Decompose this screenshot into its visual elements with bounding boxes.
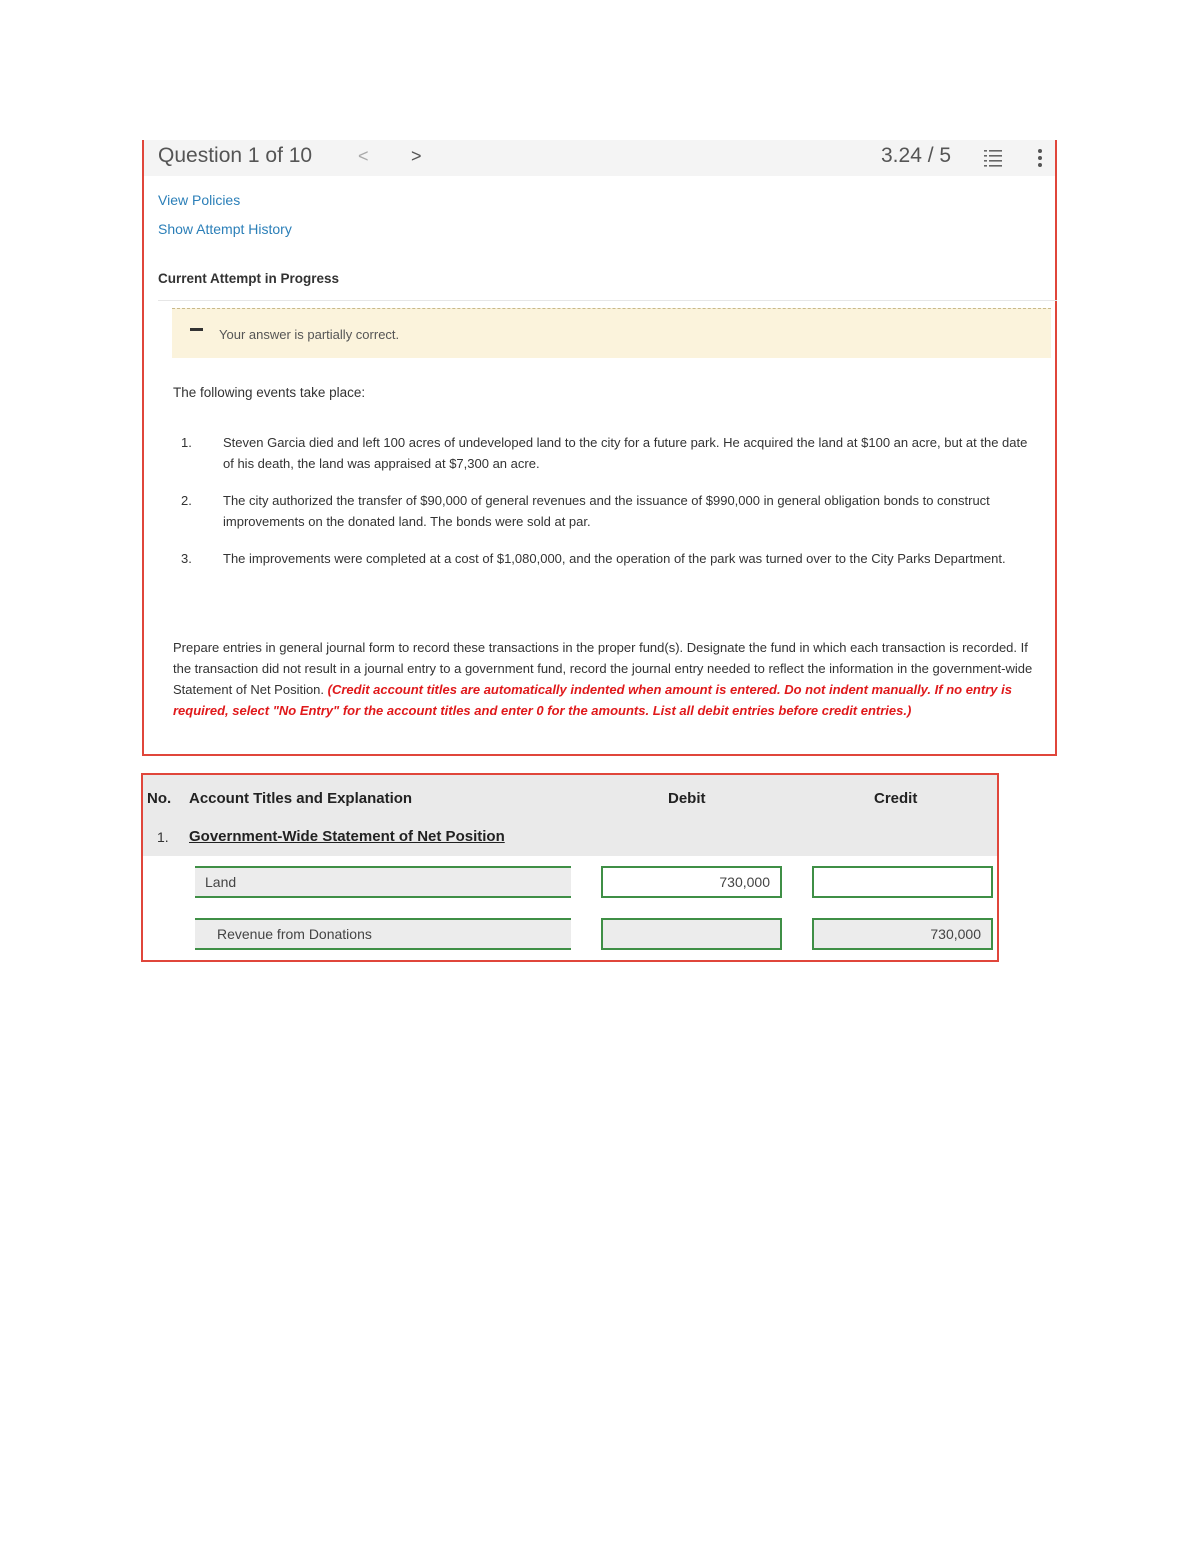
- list-item: [173, 490, 1033, 532]
- event-number: 3.: [181, 551, 192, 566]
- show-attempt-history-link[interactable]: Show Attempt History: [158, 221, 292, 237]
- feedback-text: Your answer is partially correct.: [219, 327, 400, 342]
- more-vertical-icon[interactable]: [1036, 148, 1044, 168]
- fund-title: Government-Wide Statement of Net Position: [189, 828, 505, 845]
- debit-input[interactable]: [601, 918, 782, 950]
- instructions-main: Prepare entries in general journal form to record these transactions in the proper fund(s). Designate the fund in which each transaction is recorded. If the transaction did not result in a journal entry to a government fund, record the journal entry needed to reflect the information in the government-wide Statement of Net Position.: [173, 640, 1033, 697]
- list-item: [173, 548, 1033, 569]
- credit-input[interactable]: 730,000: [812, 918, 993, 950]
- instructions-note: (Credit account titles are automatically indented when amount is entered. Do not indent manually. If no entry is required, select "No Entry" for the account titles and enter 0 for the amounts. List all debit entries before credit entries.): [173, 682, 1012, 718]
- score: 3.24 / 5: [881, 144, 952, 167]
- event-text: The city authorized the transfer of $90,000 of general revenues and the issuance of $990,000 in general obligation bonds to construct improvements on the donated land. The bonds were sold at par.: [223, 493, 990, 529]
- previous-question-button[interactable]: <: [358, 146, 369, 166]
- instructions: [173, 637, 1049, 721]
- credit-input[interactable]: [812, 866, 993, 898]
- feedback-banner: [172, 308, 1051, 358]
- column-header-credit: Credit: [874, 790, 918, 807]
- debit-input[interactable]: 730,000: [601, 866, 782, 898]
- intro-text: The following events take place:: [173, 385, 366, 400]
- attempt-status: Current Attempt in Progress: [158, 271, 340, 286]
- divider: [158, 300, 1057, 301]
- view-policies-link[interactable]: View Policies: [158, 192, 241, 208]
- question-label: Question 1 of 10: [158, 144, 313, 167]
- list-item: [173, 432, 1033, 474]
- journal-entry-table: [141, 773, 999, 962]
- account-title-input[interactable]: Revenue from Donations: [195, 918, 571, 950]
- table-header: [143, 775, 997, 856]
- list-numbered-icon[interactable]: [984, 148, 1002, 168]
- event-text: The improvements were completed at a cost of $1,080,000, and the operation of the park was turned over to the City Parks Department.: [223, 551, 1006, 566]
- entry-number: 1.: [157, 829, 169, 845]
- events-list: [173, 432, 1033, 585]
- account-title-input[interactable]: Land: [195, 866, 571, 898]
- question-panel: [142, 140, 1057, 756]
- column-header-no: No.: [147, 790, 172, 807]
- column-header-debit: Debit: [668, 790, 706, 807]
- event-number: 1.: [181, 435, 192, 450]
- event-number: 2.: [181, 493, 192, 508]
- event-text: Steven Garcia died and left 100 acres of undeveloped land to the city for a future park. He acquired the land at $100 an acre, but at the date of his death, the land was appraised at $7,300 an acre.: [223, 435, 1028, 471]
- question-header: [144, 140, 1055, 176]
- next-question-button[interactable]: >: [411, 146, 422, 166]
- partial-correct-icon: [190, 328, 203, 331]
- column-header-account: Account Titles and Explanation: [189, 790, 413, 807]
